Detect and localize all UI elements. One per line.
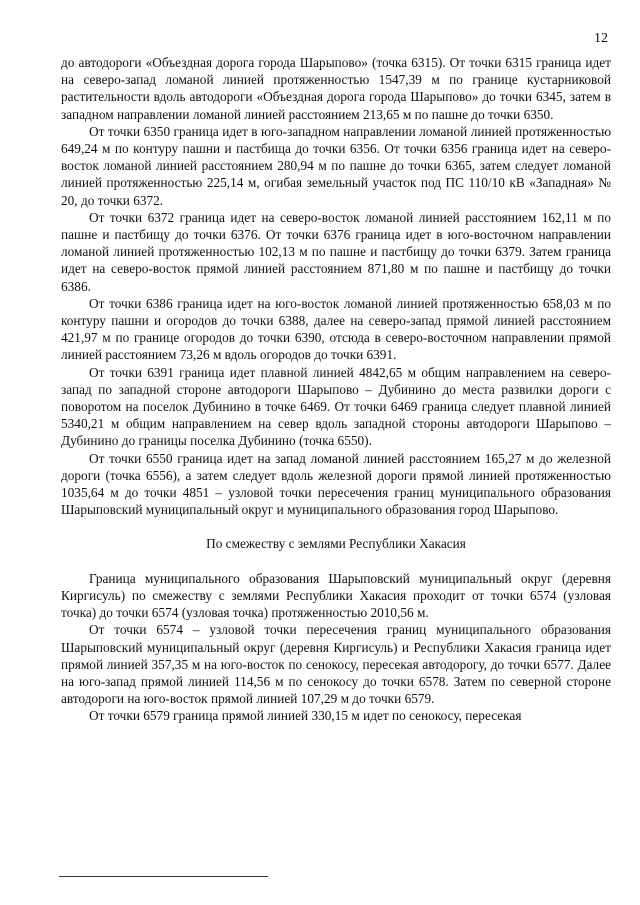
document-body bbox=[61, 54, 611, 725]
section-heading: По смежеству с землями Республики Хакасия bbox=[206, 536, 466, 552]
paragraph: От точки 6550 граница идет на запад ломаной линией расстоянием 165,27 м до железной дороги (точка 6556), а затем следует вдоль железной дороги прямой линией протяженностью 1035,64 м до точки 4851 – узловой точки пересечения границ муниципального образования Шарыповский муниципальный округ и муниципального образования город Шарыпово. bbox=[61, 450, 611, 518]
footer-rule bbox=[59, 876, 268, 877]
paragraph: От точки 6579 граница прямой линией 330,15 м идет по сенокосу, пересекая bbox=[89, 708, 522, 724]
page-number: 12 bbox=[594, 31, 608, 46]
paragraph: От точки 6574 – узловой точки пересечения границ муниципального образования Шарыповский муниципальный округ (деревня Киргисуль) и Республики Хакасия граница идет прямой линией 357,35 м на юго-восток по сенокосу, пересекая автодорогу, до точки 6577. Далее на юго-запад прямой линией 114,56 м по сенокосу до точки 6578. Затем по северной стороне автодороги на юго-восток прямой линией 107,29 м до точки 6579. bbox=[61, 622, 611, 707]
paragraph: От точки 6372 граница идет на северо-восток ломаной линией расстоянием 162,11 м по пашне и пастбищу до точки 6376. От точки 6376 граница идет в юго-восточном направлении ломаной линией протяженностью 102,13 м по пашне и пастбищу до точки 6379. Затем граница идет на северо-восток прямой линией расстоянием 871,80 м по пашне и пастбищу до точки 6386. bbox=[61, 209, 611, 294]
paragraph: Граница муниципального образования Шарыповский муниципальный округ (деревня Киргисуль) по смежеству с землями Республики Хакасия проходит от точки 6574 (узловая точка) до точки 6574 (узловая точка) протяженностью 2010,56 м. bbox=[61, 570, 611, 621]
paragraph: до автодороги «Объездная дорога города Шарыпово» (точка 6315). От точки 6315 граница идет на северо-запад ломаной линией протяженностью 1547,39 м по границе кустарниковой растительности вдоль автодороги «Объездная дорога города Шарыпово» до точки 6345, затем в западном направлении ломаной линией расстоянием 213,65 м по пашне до точки 6350. bbox=[61, 55, 611, 122]
paragraph: От точки 6350 граница идет в юго-западном направлении ломаной линией протяженностью 649,24 м по контуру пашни и пастбища до точки 6356. От точки 6356 граница идет на северо-восток ломаной линией расстоянием 280,94 м по пашне до точки 6365, затем следует ломаной линией протяженностью 225,14 м, огибая земельный участок под ПС 110/10 кВ «Западная» № 20, до точки 6372. bbox=[61, 123, 611, 208]
paragraph: От точки 6386 граница идет на юго-восток ломаной линией протяженностью 658,03 м по контуру пашни и огородов до точки 6388, далее на северо-запад прямой линией расстоянием 421,97 м по границе огородов до точки 6390, отсюда в северо-восточном направлении прямой линией расстоянием 73,26 м вдоль огородов до точки 6391. bbox=[61, 295, 611, 363]
paragraph: От точки 6391 граница идет плавной линией 4842,65 м общим направлением на северо-запад по западной стороне автодороги Шарыпово – Дубинино до места развилки дороги с поворотом на поселок Дубинино в точке 6469. От точки 6469 граница следует плавной линией 5340,21 м общим направлением на север вдоль западной стороны автодороги Шарыпово – Дубинино до границы поселка Дубинино (точка 6550). bbox=[61, 364, 611, 449]
